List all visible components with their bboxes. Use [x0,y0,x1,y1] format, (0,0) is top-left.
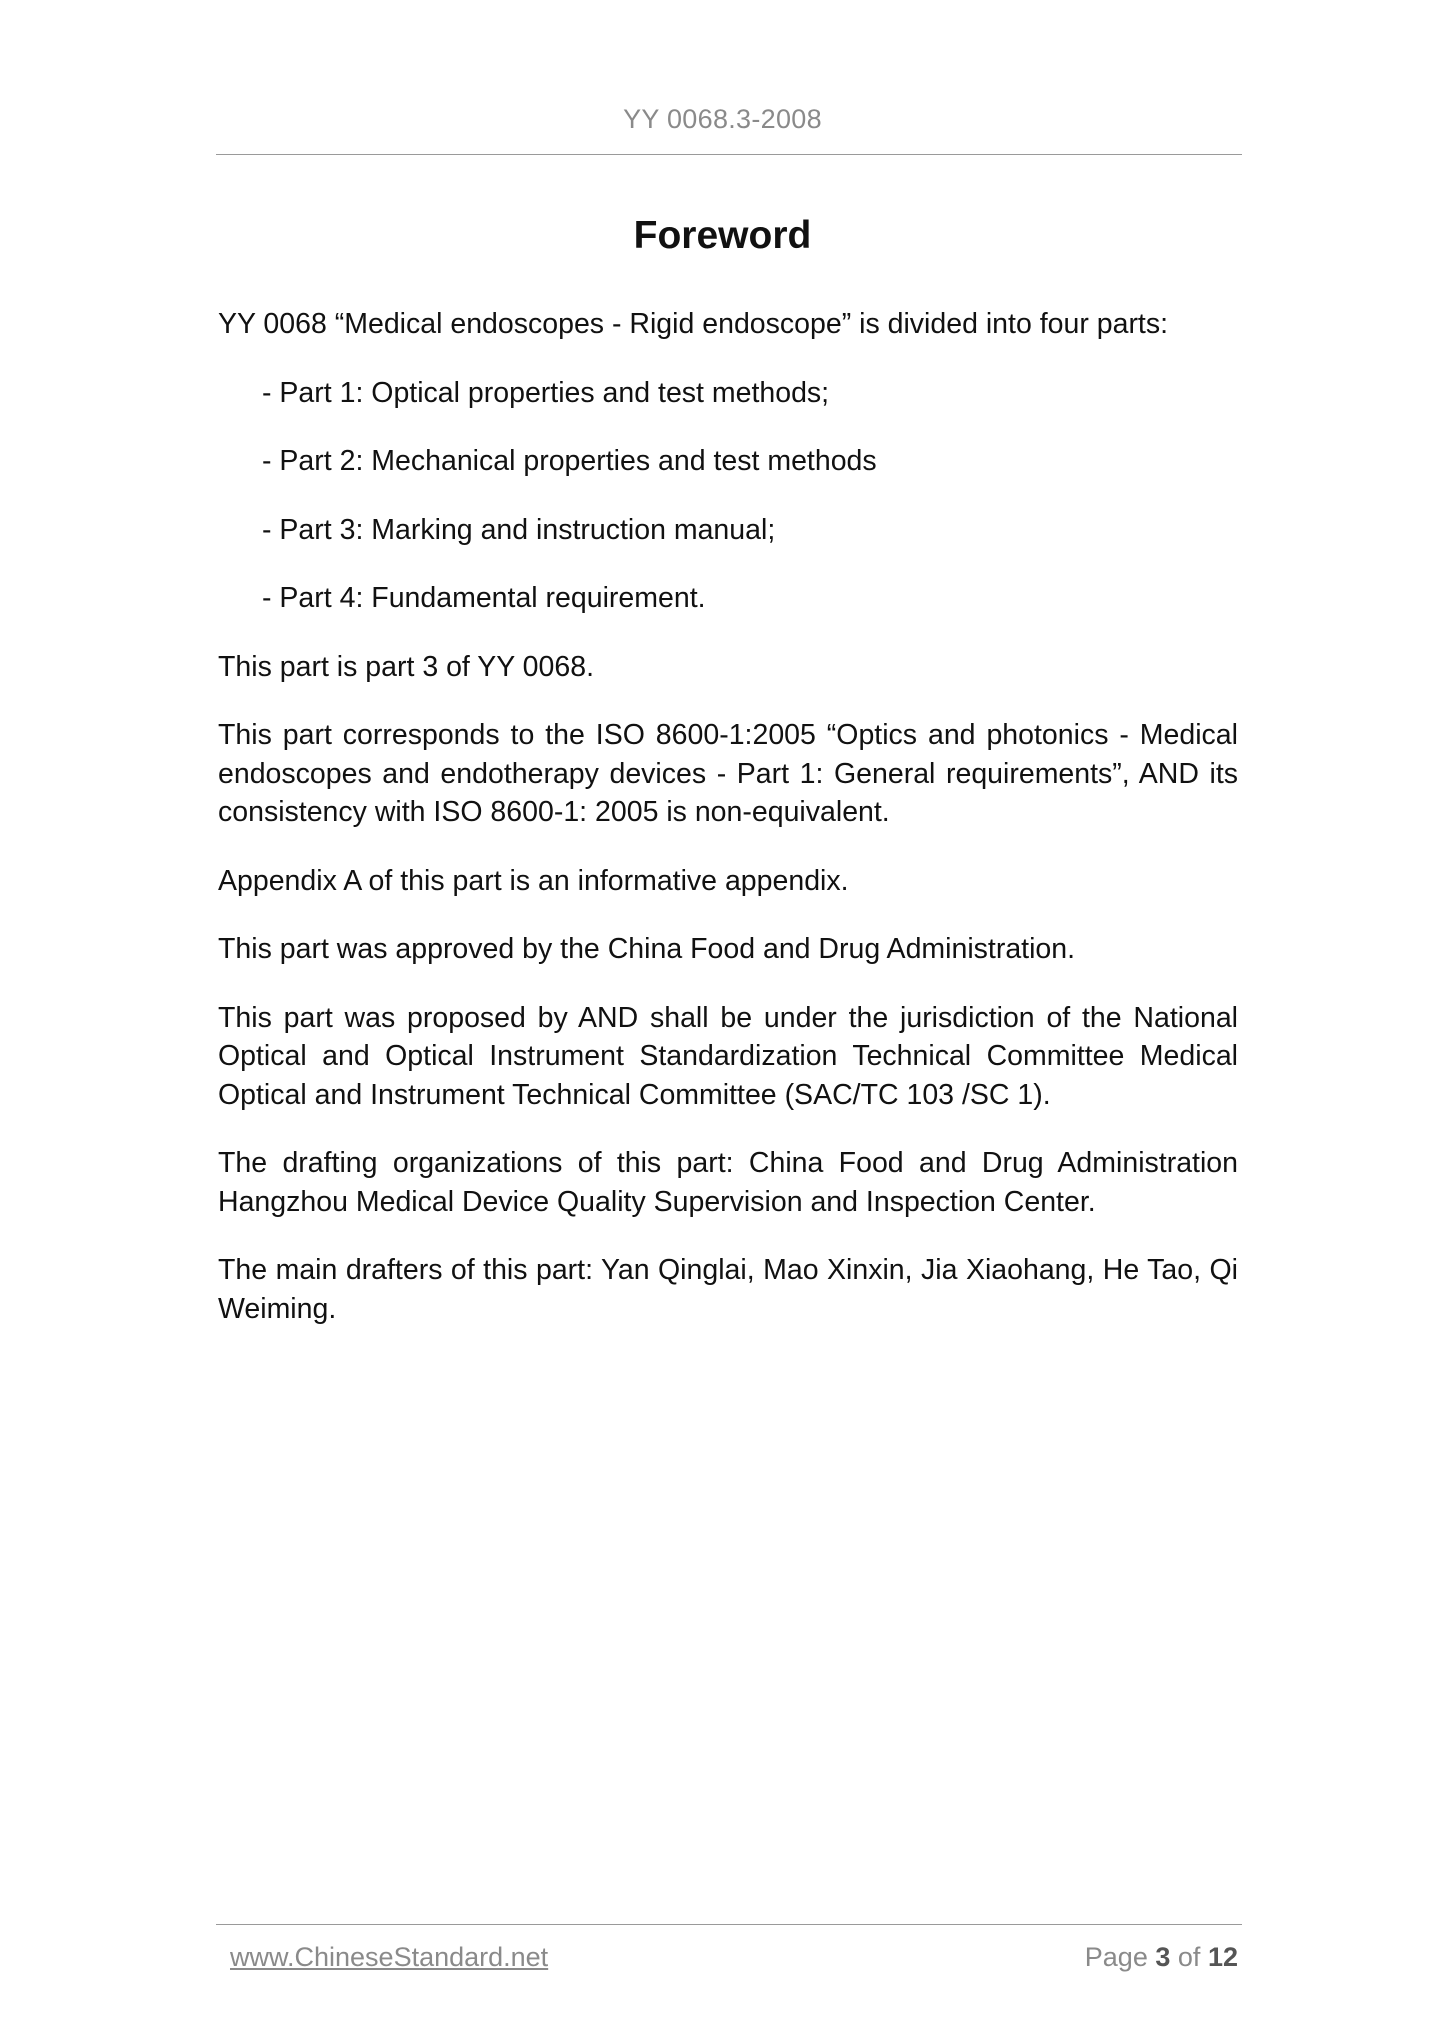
part-list-item: - Part 2: Mechanical properties and test methods [262,445,877,477]
header-divider [216,154,1242,155]
page-number [1085,1942,1238,1973]
paragraph-iso-correspondence: This part corresponds to the ISO 8600-1:2005 “Optics and photonics - Medical endoscopes and endotherapy devices - Part 1: General requirements”, AND its consistency with ISO 8600-1: 2005 is non-equivalent. [218,719,1238,828]
paragraph-part-number: This part is part 3 of YY 0068. [218,650,594,683]
website-link[interactable]: www.ChineseStandard.net [230,1942,549,1972]
part-list-item: - Part 3: Marking and instruction manual; [262,513,776,546]
current-page-number: 3 [1155,1942,1171,1972]
page-label: Page [1084,1942,1148,1972]
document-code-header: YY 0068.3-2008 [623,104,822,134]
part-list-item: - Part 1: Optical properties and test methods; [262,376,830,409]
paragraph-drafting-organizations: The drafting organizations of this part: China Food and Drug Administration Hangzhou Medical Device Quality Supervision and Inspection Center. [218,1147,1238,1218]
page-title: Foreword [633,214,812,257]
intro-paragraph: YY 0068 “Medical endoscopes - Rigid endoscope” is divided into four parts: [218,308,1169,340]
total-pages-number: 12 [1207,1942,1238,1972]
paragraph-drafters: The main drafters of this part: Yan Qinglai, Mao Xinxin, Jia Xiaohang, He Tao, Qi Weiming. [218,1254,1238,1325]
footer-divider [216,1924,1242,1925]
paragraph-jurisdiction: This part was proposed by AND shall be under the jurisdiction of the National Optical and Optical Instrument Standardization Technical Committee Medical Optical and Instrument Technical Committee (SAC/TC 103 /SC 1). [218,1001,1238,1111]
paragraph-approval: This part was approved by the China Food and Drug Administration. [218,933,1076,965]
document-body [218,305,1238,1358]
page-of-label: of [1177,1942,1201,1972]
paragraph-appendix: Appendix A of this part is an informative appendix. [218,864,849,897]
part-list-item: - Part 4: Fundamental requirement. [262,582,706,614]
